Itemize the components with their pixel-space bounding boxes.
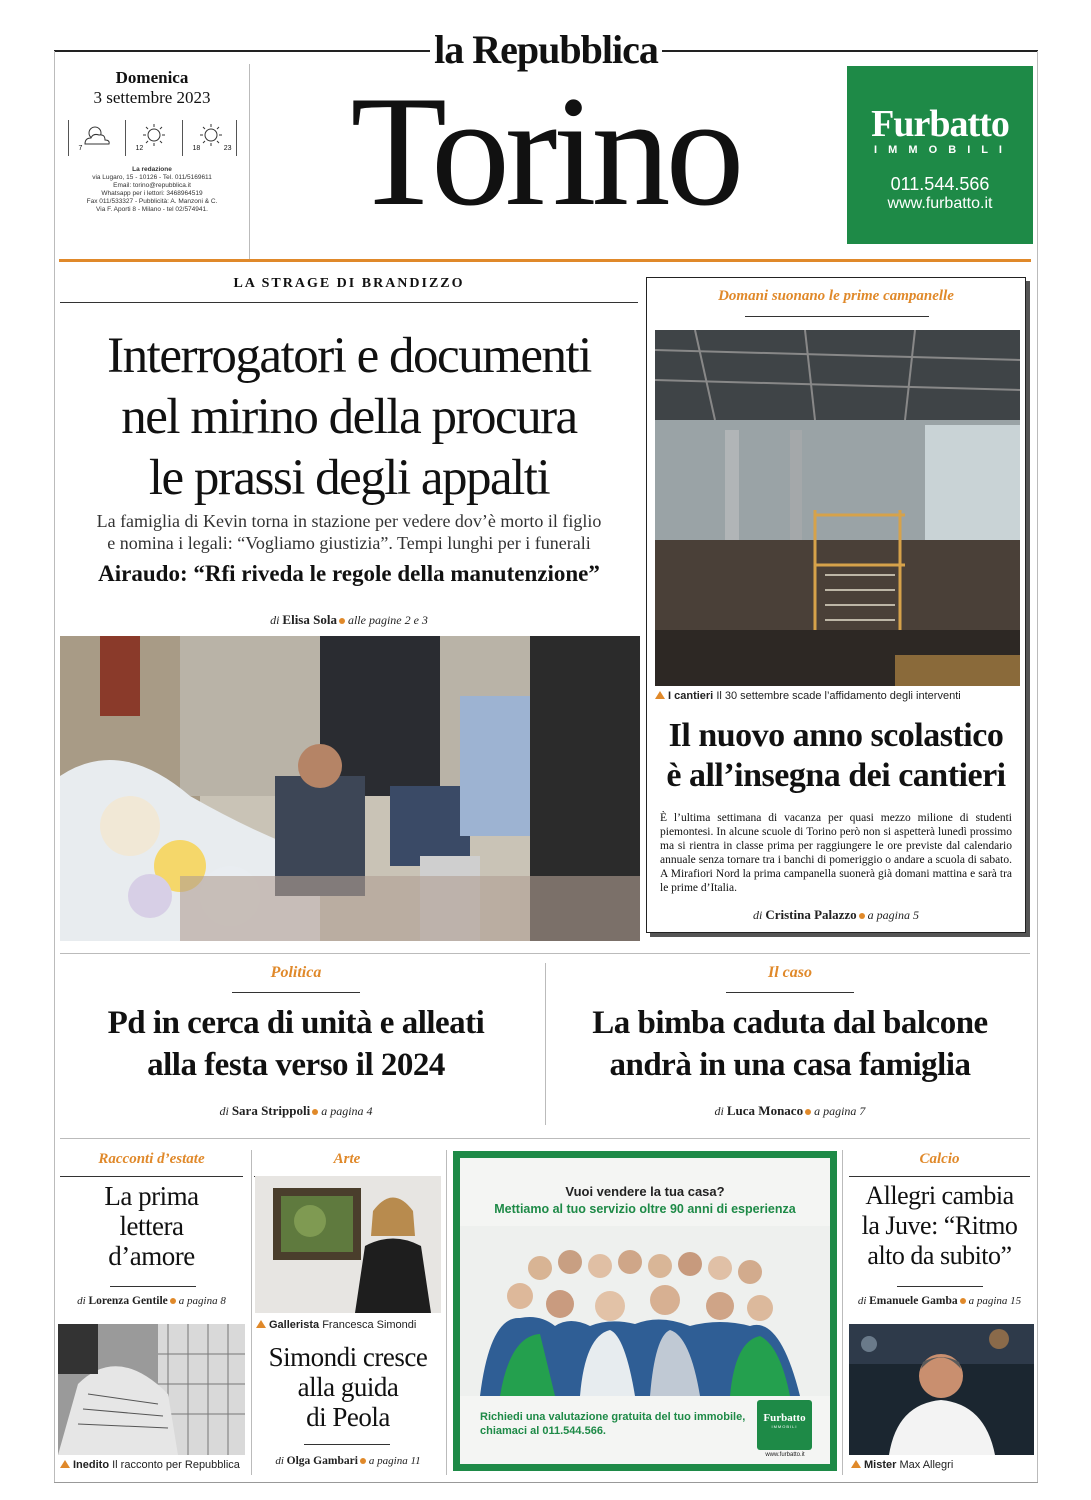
weather-slot	[182, 120, 237, 156]
mid-column-divider	[545, 963, 546, 1125]
date-box	[54, 64, 250, 259]
masthead-rule-left	[54, 50, 430, 52]
lead-subhead: Airaudo: “Rfi riveda le regole della manutenzione”	[98, 561, 600, 586]
caption-label: Inedito	[73, 1459, 110, 1471]
furbatto-ad-bottom[interactable]	[453, 1151, 837, 1471]
calcio-byline	[845, 1295, 1034, 1307]
date-box-divider	[249, 64, 250, 259]
page-border-left	[54, 51, 55, 1483]
arte-photo[interactable]	[255, 1176, 441, 1313]
bottom-divider-2	[446, 1150, 447, 1475]
arte-byline	[254, 1455, 442, 1467]
kicker-rule	[304, 1444, 390, 1445]
redazione-line: Whatsapp per i lettori: 3468964519	[101, 190, 203, 197]
brand-name: la Repubblica	[434, 27, 658, 72]
politics-headline-line: alla festa verso il 2024	[147, 1047, 445, 1083]
racconti-byline	[58, 1295, 245, 1307]
byline-author[interactable]: Luca Monaco	[726, 1103, 804, 1118]
byline-author[interactable]: Sara Strippoli	[231, 1103, 311, 1118]
byline-prefix: di	[275, 1455, 284, 1467]
ad-cta-line: chiamaci al 011.544.566.	[480, 1425, 606, 1437]
lead-headline-line: le prassi degli appalti	[148, 450, 550, 506]
lead-photo[interactable]	[60, 636, 640, 941]
ad-sub: I M M O B I L I	[874, 144, 1006, 156]
ad-logo-sub: IMMOBILI	[771, 1424, 798, 1429]
calcio-headline-line: Allegri cambia	[865, 1181, 1014, 1210]
racconti-headline-line: La prima	[104, 1181, 199, 1211]
calcio-kicker: Calcio	[919, 1151, 960, 1167]
bullet-dot	[960, 1298, 966, 1304]
case-headline-line: La bimba caduta dal balcone	[592, 1005, 988, 1041]
ad-team-photo	[460, 1226, 830, 1396]
caption-label: I cantieri	[668, 690, 714, 702]
byline-pages: a pagina 7	[814, 1104, 866, 1118]
lead-summary	[60, 510, 638, 554]
school-byline	[650, 907, 1022, 923]
ad-cta-line: Richiedi una valutazione gratuita del tuo immobile,	[480, 1411, 746, 1423]
photo-book	[58, 1324, 245, 1455]
page-border-right	[1037, 51, 1038, 1483]
caption-text: Francesca Simondi	[322, 1319, 417, 1331]
racconti-headline[interactable]	[60, 1181, 243, 1271]
bottom-divider-3	[842, 1150, 843, 1475]
arte-headline[interactable]	[254, 1342, 442, 1432]
bullet-dot	[312, 1109, 318, 1115]
byline-pages: a pagina 4	[321, 1104, 373, 1118]
case-byline	[555, 1103, 1025, 1119]
byline-pages: a pagina 5	[867, 908, 920, 922]
weather-temp: 7	[78, 145, 83, 152]
caption-triangle-icon	[60, 1460, 70, 1468]
photo-construction	[655, 330, 1020, 686]
row-divider-2	[60, 1138, 1030, 1139]
ad-logo-url: www.furbatto.it	[765, 1452, 805, 1458]
arte-headline-line: alla guida	[297, 1372, 399, 1402]
lead-headline-line: nel mirino della procura	[121, 389, 577, 445]
section-rule	[60, 302, 638, 303]
photo-gallerist	[255, 1176, 441, 1313]
politics-byline	[60, 1103, 532, 1119]
redazione-title: La redazione	[132, 166, 172, 173]
byline-author[interactable]: Cristina Palazzo	[765, 907, 857, 922]
weather-slot	[68, 120, 123, 156]
photo-coach	[849, 1324, 1034, 1455]
redazione-line: Fax 011/533327 - Pubblicità: A. Manzoni & C.	[86, 198, 218, 205]
ad-line2: Mettiamo al tuo servizio oltre 90 anni di esperienza	[494, 1202, 796, 1216]
redazione-line: Via F. Aporti 8 - Milano - tel 02/574941.	[96, 206, 208, 213]
kicker-rule	[897, 1286, 983, 1287]
kicker-rule	[60, 1176, 243, 1177]
school-kicker: Domani suonano le prime campanelle	[718, 288, 954, 304]
racconti-photo[interactable]	[58, 1324, 245, 1455]
lead-summary-line: e nomina i legali: “Vogliamo giustizia”. Tempi lunghi per i funerali	[107, 533, 591, 553]
school-caption	[655, 690, 1020, 702]
ad-phone: 011.544.566	[890, 174, 990, 194]
byline-prefix: di	[77, 1295, 86, 1307]
school-headline-line: Il nuovo anno scolastico	[668, 717, 1004, 754]
arte-caption	[256, 1319, 446, 1331]
byline-pages: alle pagine 2 e 3	[347, 613, 428, 627]
caption-label: Mister	[864, 1459, 897, 1471]
redazione-block	[54, 166, 250, 214]
bullet-dot	[859, 913, 865, 919]
kicker-rule	[232, 992, 360, 993]
calcio-caption	[851, 1459, 1036, 1471]
byline-author[interactable]: Elisa Sola	[282, 612, 337, 627]
page-bottom-rule	[54, 1482, 1038, 1483]
furbatto-ad-top[interactable]	[847, 66, 1033, 244]
calcio-headline[interactable]	[849, 1181, 1030, 1271]
byline-pages: a pagina 8	[178, 1295, 226, 1307]
weather-temp: 18	[192, 145, 201, 152]
byline-author[interactable]: Emanuele Gamba	[869, 1295, 958, 1307]
racconti-kicker: Racconti d’estate	[98, 1151, 205, 1167]
byline-prefix: di	[714, 1104, 724, 1118]
ad-logo-brand: Furbatto	[763, 1412, 806, 1424]
ad-url: www.furbatto.it	[887, 195, 993, 212]
weather-temp: 23	[223, 145, 232, 152]
bullet-dot	[805, 1109, 811, 1115]
caption-text: Il racconto per Repubblica	[112, 1459, 240, 1471]
arte-headline-line: Simondi cresce	[268, 1342, 428, 1372]
bullet-dot	[170, 1298, 176, 1304]
weather-slot	[125, 120, 180, 156]
racconti-headline-line: lettera	[119, 1211, 184, 1241]
lead-headline-line: Interrogatori e documenti	[107, 328, 591, 384]
row-divider-1	[60, 953, 1030, 954]
lead-byline	[60, 612, 638, 628]
kicker-rule	[745, 316, 929, 317]
weather-strip	[54, 120, 250, 156]
politics-headline[interactable]	[60, 1002, 532, 1086]
case-headline[interactable]	[555, 1002, 1025, 1086]
arte-kicker: Arte	[333, 1151, 361, 1167]
edition-title: Torino	[350, 64, 740, 239]
ad-line1: Vuoi vendere la tua casa?	[565, 1184, 725, 1199]
byline-author[interactable]: Olga Gambari	[286, 1455, 358, 1467]
bullet-dot	[360, 1458, 366, 1464]
kicker-rule	[110, 1286, 196, 1287]
calcio-headline-line: la Juve: “Ritmo	[861, 1211, 1018, 1240]
masthead-accent-rule	[59, 259, 1031, 262]
calcio-photo[interactable]	[849, 1324, 1034, 1455]
school-photo[interactable]	[655, 330, 1020, 686]
redazione-line: Email: torino@repubblica.it	[113, 182, 191, 189]
byline-prefix: di	[752, 908, 763, 922]
caption-triangle-icon	[256, 1320, 266, 1328]
kicker-rule	[849, 1176, 1030, 1177]
date-full: 3 settembre 2023	[93, 88, 211, 107]
byline-pages: a pagina 15	[968, 1295, 1022, 1307]
racconti-caption	[60, 1459, 250, 1471]
lead-headline[interactable]	[60, 326, 638, 509]
byline-author[interactable]: Lorenza Gentile	[88, 1295, 168, 1307]
school-headline[interactable]	[650, 716, 1022, 796]
ad-cta	[480, 1410, 750, 1438]
caption-label: Gallerista	[269, 1319, 320, 1331]
case-headline-line: andrà in una casa famiglia	[609, 1047, 971, 1083]
byline-prefix: di	[270, 613, 280, 627]
bottom-divider-1	[251, 1150, 252, 1475]
caption-triangle-icon	[851, 1460, 861, 1468]
kicker-rule	[726, 992, 854, 993]
ad-logo	[757, 1400, 812, 1450]
politics-kicker: Politica	[270, 964, 322, 981]
lead-summary-line: La famiglia di Kevin torna in stazione per vedere dov’è morto il figlio	[96, 511, 602, 531]
school-body: È l’ultima settimana di vacanza per quasi mezzo milione di studenti piemontesi. In alcune scuole di Torino però non si aspetterà lunedì prossimo ma si rientra in classe prima per raggiungere le ore previste dal calendario annuale senza tornare tra i banchi di pomeriggio o andare a scuola di sabato. A Mirafiori Nord la prima campanella suonerà già domani mattina e sarà tra le prime d’Italia.	[660, 812, 1012, 895]
calcio-headline-line: alto da subito”	[867, 1241, 1012, 1270]
racconti-headline-line: d’amore	[108, 1241, 195, 1271]
redazione-line: via Lugaro, 15 - 10126 - Tel. 011/5169611	[92, 174, 212, 181]
photo-memorial	[60, 636, 640, 941]
cloudy-sun-icon	[77, 122, 117, 150]
byline-prefix: di	[857, 1295, 867, 1307]
case-kicker: Il caso	[768, 964, 812, 981]
politics-headline-line: Pd in cerca di unità e alleati	[107, 1005, 485, 1041]
ad-inner	[460, 1158, 830, 1464]
caption-text: Max Allegri	[899, 1459, 954, 1471]
bullet-dot	[339, 618, 345, 624]
ad-brand: Furbatto	[871, 103, 1009, 145]
caption-triangle-icon	[655, 691, 665, 699]
date-day: Domenica	[115, 68, 189, 87]
arte-headline-line: di Peola	[306, 1402, 390, 1432]
byline-prefix: di	[219, 1104, 229, 1118]
masthead-rule-right	[662, 50, 1038, 52]
school-headline-line: è all’insegna dei cantieri	[666, 757, 1006, 794]
weather-temp: 12	[135, 145, 144, 152]
caption-text: Il 30 settembre scade l’affidamento degli interventi	[716, 690, 961, 702]
byline-pages: a pagina 11	[368, 1455, 421, 1467]
section-label: LA STRAGE DI BRANDIZZO	[233, 276, 465, 291]
